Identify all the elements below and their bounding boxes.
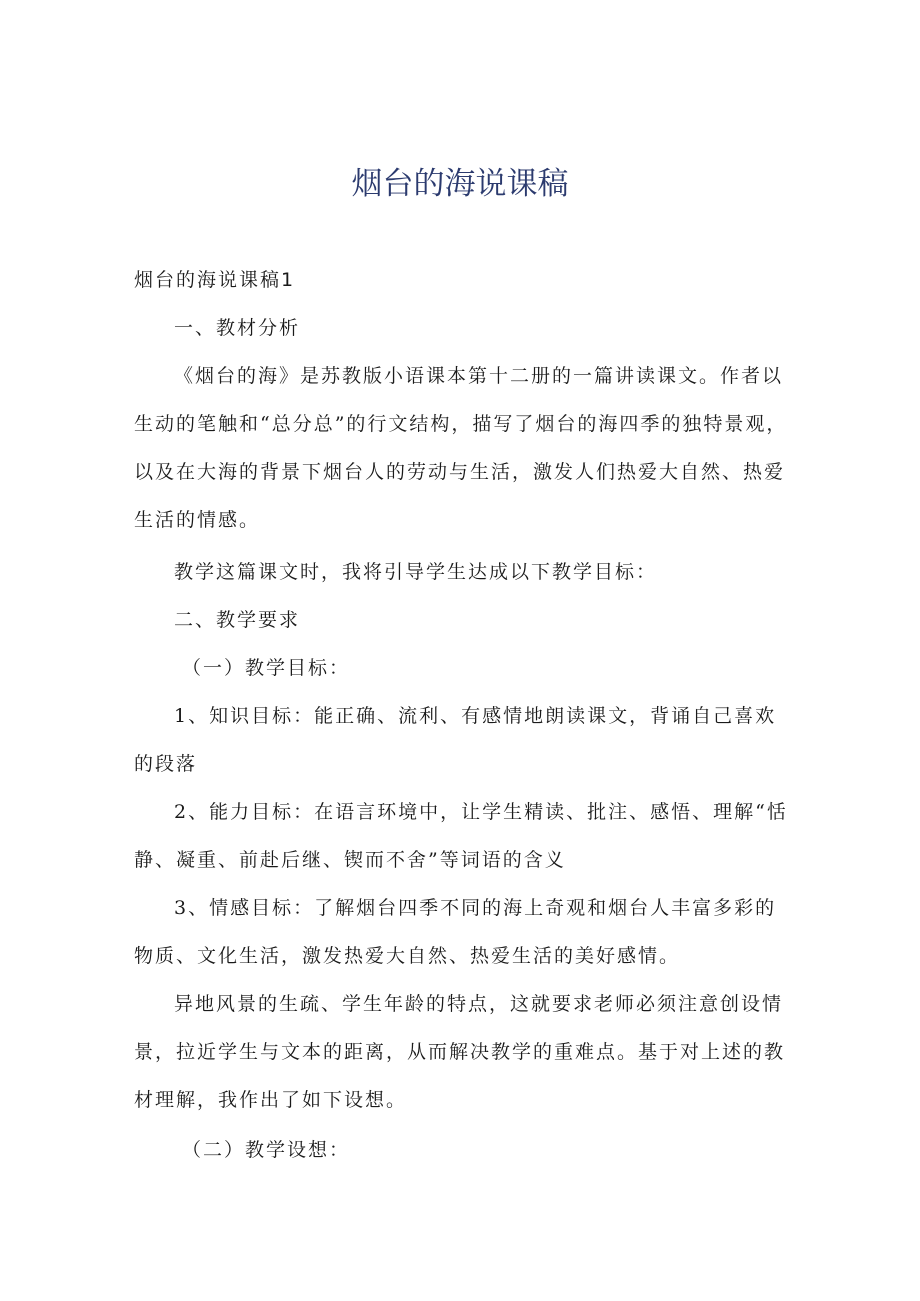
goal-emotion: 3、情感目标：了解烟台四季不同的海上奇观和烟台人丰富多彩的物质、文化生活，激发热爱大自然、热爱生活的美好感情。 <box>134 897 777 967</box>
section-heading-material-analysis: 一、教材分析 <box>174 317 301 339</box>
teaching-goals-intro: 教学这篇课文时，我将引导学生达成以下教学目标： <box>174 561 658 583</box>
section-heading-teaching-requirements: 二、教学要求 <box>174 609 301 631</box>
goal-knowledge: 1、知识目标：能正确、流利、有感情地朗读课文，背诵自己喜欢的段落 <box>134 705 777 775</box>
subheading-teaching-goals: （一）教学目标： <box>182 657 351 679</box>
document-title: 烟台的海说课稿 <box>351 166 569 202</box>
scenery-paragraph: 异地风景的生疏、学生年龄的特点，这就要求老师必须注意创设情景，拉近学生与文本的距离，从而解决教学的重难点。基于对上述的教材理解，我作出了如下设想。 <box>134 993 786 1111</box>
goal-ability: 2、能力目标：在语言环境中，让学生精读、批注、感悟、理解“恬静、凝重、前赴后继、锲而不舍”等词语的含义 <box>134 801 788 871</box>
subheading-teaching-design: （二）教学设想： <box>182 1139 351 1161</box>
material-analysis-paragraph: 《烟台的海》是苏教版小语课本第十二册的一篇讲读课文。作者以生动的笔触和“总分总”的行文结构，描写了烟台的海四季的独特景观，以及在大海的背景下烟台人的劳动与生活，激发人们热爱大自然、热爱生活的情感。 <box>134 365 788 531</box>
document-subtitle: 烟台的海说课稿1 <box>134 269 296 291</box>
